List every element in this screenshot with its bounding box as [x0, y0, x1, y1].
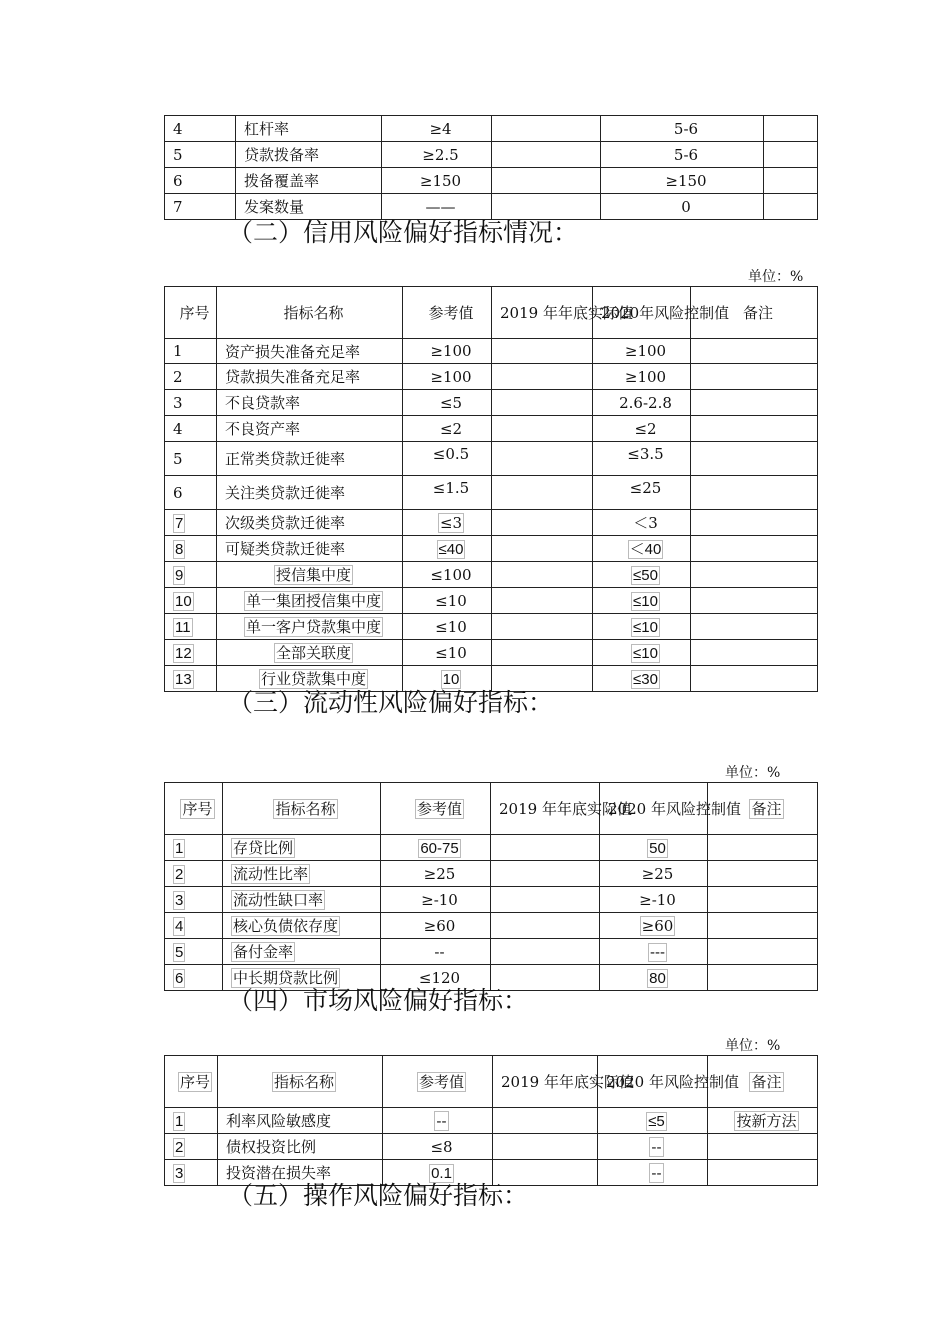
header-indicator-text: 指标名称 [275, 799, 336, 818]
cell-control: ≥25 [600, 861, 708, 887]
cell-remark [708, 1160, 818, 1186]
table-row [165, 339, 818, 364]
cell-index [165, 913, 223, 939]
cell-indicator: 贷款损失准备充足率 [217, 364, 403, 390]
cell-actual [492, 416, 593, 442]
cell-reference: ≤120 [381, 965, 491, 991]
header-reference [383, 1056, 493, 1108]
cell-remark-text: 按新方法 [736, 1112, 797, 1130]
cell-control: ≥100 [593, 364, 691, 390]
header-index-text: 序号 [179, 1072, 210, 1091]
cell-index: 5 [165, 442, 217, 476]
cell-index: 6 [165, 168, 236, 194]
cell-indicator [217, 588, 403, 614]
table-row [165, 116, 818, 142]
table-header-row [165, 1056, 818, 1108]
cell-remark [764, 168, 818, 194]
section4-unit: 单位：% [725, 1038, 781, 1054]
cell-actual [492, 116, 601, 142]
header-remark: 备注 [691, 287, 818, 339]
cell-reference: —— [382, 194, 492, 220]
cell-reference-text: ≤40 [438, 540, 464, 558]
section4-heading: （四）市场风险偏好指标： [228, 986, 529, 1015]
cell-index-text: 13 [175, 670, 192, 688]
cell-index-text: 7 [175, 514, 184, 532]
table-row [165, 442, 818, 476]
cell-remark [691, 562, 818, 588]
cell-reference: ≤100 [403, 562, 492, 588]
cell-remark [708, 861, 818, 887]
cell-indicator-text: 授信集中度 [275, 566, 351, 584]
cell-remark [708, 887, 818, 913]
cell-index-text: 3 [175, 1164, 184, 1182]
cell-control [600, 939, 708, 965]
cell-index-text: 1 [175, 1112, 184, 1130]
table-row [165, 887, 818, 913]
cell-reference: ≥100 [403, 364, 492, 390]
header-actual-2019: 2019 年年底实际值 [492, 287, 593, 339]
cell-index: 2 [165, 364, 217, 390]
cell-remark [691, 536, 818, 562]
cell-actual [492, 194, 601, 220]
cell-control: ≤25 [593, 476, 691, 510]
cell-reference: ≤10 [403, 614, 492, 640]
cell-index [165, 614, 217, 640]
header-index [165, 1056, 218, 1108]
cell-control [598, 1134, 708, 1160]
cell-remark [691, 442, 818, 476]
table-row [165, 614, 818, 640]
cell-control [593, 536, 691, 562]
cell-actual [492, 588, 593, 614]
table-row [165, 835, 818, 861]
cell-reference: ≤10 [403, 588, 492, 614]
table-row [165, 1108, 818, 1134]
cell-index-text: 1 [175, 839, 184, 857]
cell-indicator [223, 939, 381, 965]
cell-reference: -- [381, 939, 491, 965]
cell-index-text: 10 [175, 592, 192, 610]
cell-control [593, 562, 691, 588]
header-reference [381, 783, 491, 835]
table-row [165, 640, 818, 666]
cell-reference: ≤2 [403, 416, 492, 442]
cell-indicator-text: 中长期贷款比例 [233, 969, 339, 987]
cell-actual [491, 887, 600, 913]
table-row [165, 416, 818, 442]
cell-actual [492, 142, 601, 168]
cell-index-text: 8 [175, 540, 184, 558]
cell-control-text: ≤10 [633, 644, 658, 662]
cell-indicator [217, 562, 403, 588]
table-row [165, 390, 818, 416]
cell-index: 1 [165, 339, 217, 364]
cell-index: 4 [165, 416, 217, 442]
cell-control [600, 913, 708, 939]
cell-remark [708, 965, 818, 991]
table-header-row [165, 783, 818, 835]
table-header-row [165, 287, 818, 339]
cell-index-text: 6 [175, 969, 184, 987]
cell-actual [492, 510, 593, 536]
cell-indicator [223, 887, 381, 913]
section2-heading: （二）信用风险偏好指标情况： [228, 218, 579, 247]
cell-remark [708, 1108, 818, 1134]
cell-index-text: 2 [175, 1138, 184, 1156]
cell-remark [764, 142, 818, 168]
cell-remark [764, 116, 818, 142]
cell-control-text: ≥60 [641, 916, 674, 935]
cell-reference-text: 0.1 [431, 1164, 452, 1182]
cell-reference [403, 536, 492, 562]
table-row [165, 1134, 818, 1160]
cell-reference: ≤8 [383, 1134, 493, 1160]
cell-index [165, 640, 217, 666]
header-remark-text: 备注 [751, 799, 782, 818]
cell-indicator-text: 备付金率 [233, 943, 294, 961]
cell-control-text: ≤30 [633, 670, 658, 688]
cell-indicator: 拨备覆盖率 [236, 168, 382, 194]
cell-control-text: ≤10 [633, 618, 658, 636]
cell-indicator: 利率风险敏感度 [218, 1108, 383, 1134]
cell-reference: ≥60 [381, 913, 491, 939]
cell-remark [708, 835, 818, 861]
cell-remark [708, 1134, 818, 1160]
cell-indicator: 关注类贷款迁徙率 [217, 476, 403, 510]
market-risk-table [164, 1055, 818, 1186]
cell-indicator: 贷款拨备率 [236, 142, 382, 168]
header-reference-text: 参考值 [418, 1072, 464, 1091]
cell-actual [492, 562, 593, 588]
cell-indicator: 债权投资比例 [218, 1134, 383, 1160]
cell-control [600, 835, 708, 861]
cell-control: ≤3.5 [593, 442, 691, 476]
header-indicator [218, 1056, 383, 1108]
cell-actual [491, 835, 600, 861]
cell-control [593, 614, 691, 640]
cell-control: ≤2 [593, 416, 691, 442]
cell-actual [492, 442, 593, 476]
cell-index: 5 [165, 142, 236, 168]
header-indicator [223, 783, 381, 835]
cell-index [165, 835, 223, 861]
cell-actual [492, 476, 593, 510]
cell-reference-text: -- [436, 1111, 447, 1130]
table-row [165, 168, 818, 194]
cell-indicator: 投资潜在损失率 [218, 1160, 383, 1186]
cell-index-text: 4 [175, 917, 184, 935]
cell-index [165, 536, 217, 562]
cell-index: 3 [165, 390, 217, 416]
cell-control [598, 1108, 708, 1134]
cell-reference-text: ≤3 [439, 513, 463, 532]
cell-control-text: ≤5 [648, 1112, 665, 1130]
cell-index-text: 9 [175, 566, 184, 584]
cell-index [165, 510, 217, 536]
cell-control-text: ＜40 [629, 541, 662, 558]
cell-indicator: 发案数量 [236, 194, 382, 220]
cell-control: ≥150 [601, 168, 764, 194]
cell-index [165, 562, 217, 588]
cell-control [593, 588, 691, 614]
cell-reference: ≤10 [403, 640, 492, 666]
cell-remark [708, 913, 818, 939]
cell-index-text: 2 [175, 865, 184, 883]
cell-index [165, 887, 223, 913]
table-row [165, 913, 818, 939]
cell-remark [691, 476, 818, 510]
header-index [165, 783, 223, 835]
header-indicator-text: 指标名称 [273, 1072, 334, 1091]
cell-reference: ≤1.5 [403, 476, 492, 510]
header-actual-2019: 2019 年年底实际值 [493, 1056, 598, 1108]
cell-indicator-text: 行业贷款集中度 [260, 670, 366, 688]
cell-remark [691, 339, 818, 364]
cell-control [593, 666, 691, 692]
section2-unit: 单位：% [748, 269, 804, 285]
cell-reference [383, 1108, 493, 1134]
header-remark-text: 备注 [751, 1072, 782, 1091]
cell-index: 6 [165, 476, 217, 510]
table-row [165, 194, 818, 220]
cell-actual [492, 390, 593, 416]
cell-reference: ≥25 [381, 861, 491, 887]
header-control-2020: 2020 年风险控制值 [598, 1056, 708, 1108]
cell-indicator-text: 单一客户贷款集中度 [245, 618, 381, 636]
section3-heading: （三）流动性风险偏好指标： [228, 688, 554, 717]
cell-index-text: 3 [175, 891, 184, 909]
table-row [165, 536, 818, 562]
cell-indicator [223, 835, 381, 861]
cell-index [165, 1134, 218, 1160]
cell-remark [691, 666, 818, 692]
cell-index [165, 1108, 218, 1134]
cell-reference-text: 60-75 [420, 839, 459, 857]
table-row [165, 476, 818, 510]
cell-index [165, 1160, 218, 1186]
cell-actual [491, 913, 600, 939]
cell-control: ＜3 [593, 510, 691, 536]
cell-reference: ≥4 [382, 116, 492, 142]
cell-index [165, 965, 223, 991]
cell-actual [492, 364, 593, 390]
header-index-text: 序号 [182, 799, 213, 818]
table-row [165, 142, 818, 168]
cell-reference: ≥150 [382, 168, 492, 194]
cell-indicator: 可疑类贷款迁徙率 [217, 536, 403, 562]
table-top [164, 115, 818, 220]
cell-control: 5-6 [601, 116, 764, 142]
cell-remark [691, 364, 818, 390]
header-reference: 参考值 [403, 287, 492, 339]
credit-risk-table [164, 286, 818, 692]
cell-reference: ≤5 [403, 390, 492, 416]
cell-control-text: --- [650, 943, 665, 961]
cell-control: 0 [601, 194, 764, 220]
cell-indicator: 次级类贷款迁徙率 [217, 510, 403, 536]
cell-actual [493, 1108, 598, 1134]
cell-index [165, 666, 217, 692]
cell-control-text: ≤10 [633, 592, 658, 610]
cell-indicator [217, 640, 403, 666]
cell-indicator: 资产损失准备充足率 [217, 339, 403, 364]
cell-remark [764, 194, 818, 220]
cell-reference [403, 510, 492, 536]
cell-indicator-text: 流动性比率 [233, 865, 309, 883]
cell-index [165, 939, 223, 965]
cell-reference: ≤0.5 [403, 442, 492, 476]
table-row [165, 562, 818, 588]
cell-remark [691, 614, 818, 640]
header-control-2020: 2020年风险控制值 [593, 287, 691, 339]
cell-indicator [223, 913, 381, 939]
cell-control-text: -- [651, 1163, 662, 1182]
cell-indicator-text: 核心负债依存度 [233, 917, 339, 935]
cell-reference-text: 10 [442, 670, 460, 688]
cell-control-text: -- [651, 1137, 662, 1156]
cell-indicator [223, 861, 381, 887]
cell-control [600, 965, 708, 991]
cell-reference: ≥-10 [381, 887, 491, 913]
cell-index [165, 861, 223, 887]
cell-actual [492, 536, 593, 562]
cell-control [598, 1160, 708, 1186]
cell-actual [492, 614, 593, 640]
cell-actual [492, 640, 593, 666]
cell-remark [691, 640, 818, 666]
table-row [165, 861, 818, 887]
header-actual-2019: 2019 年年底实际值 [491, 783, 600, 835]
cell-actual [491, 861, 600, 887]
header-control-2020: 2020 年风险控制值 [600, 783, 708, 835]
cell-index-text: 11 [175, 618, 191, 636]
table-row [165, 588, 818, 614]
cell-actual [491, 939, 600, 965]
cell-control: ≥100 [593, 339, 691, 364]
table-row [165, 510, 818, 536]
table-row [165, 939, 818, 965]
cell-remark [691, 390, 818, 416]
cell-control [593, 640, 691, 666]
cell-remark [691, 416, 818, 442]
cell-remark [691, 510, 818, 536]
cell-remark [691, 588, 818, 614]
cell-index-text: 5 [175, 943, 184, 961]
cell-indicator: 正常类贷款迁徙率 [217, 442, 403, 476]
header-reference-text: 参考值 [416, 799, 462, 818]
cell-actual [493, 1134, 598, 1160]
cell-reference [381, 835, 491, 861]
cell-index: 7 [165, 194, 236, 220]
cell-index [165, 588, 217, 614]
cell-control-text: 50 [649, 839, 666, 857]
cell-indicator-text: 流动性缺口率 [233, 891, 324, 909]
cell-control: ≥-10 [600, 887, 708, 913]
cell-index: 4 [165, 116, 236, 142]
cell-remark [708, 939, 818, 965]
cell-indicator: 杠杆率 [236, 116, 382, 142]
cell-reference: ≥100 [403, 339, 492, 364]
cell-indicator: 不良资产率 [217, 416, 403, 442]
cell-control-text: 80 [649, 969, 666, 987]
cell-indicator [217, 614, 403, 640]
cell-actual [492, 168, 601, 194]
header-indicator: 指标名称 [217, 287, 403, 339]
liquidity-risk-table [164, 782, 818, 991]
cell-actual [492, 339, 593, 364]
table-row [165, 364, 818, 390]
cell-index-text: 12 [175, 644, 192, 662]
header-index: 序号 [165, 287, 217, 339]
cell-control-text: ≤50 [633, 566, 658, 584]
cell-indicator: 不良贷款率 [217, 390, 403, 416]
cell-reference: ≥2.5 [382, 142, 492, 168]
section3-unit: 单位：% [725, 765, 781, 781]
cell-control: 5-6 [601, 142, 764, 168]
cell-indicator-text: 单一集团授信集中度 [245, 592, 381, 610]
cell-indicator-text: 全部关联度 [275, 644, 351, 662]
cell-control: 2.6-2.8 [593, 390, 691, 416]
section5-heading: （五）操作风险偏好指标： [228, 1181, 529, 1210]
cell-indicator-text: 存贷比例 [233, 839, 294, 857]
